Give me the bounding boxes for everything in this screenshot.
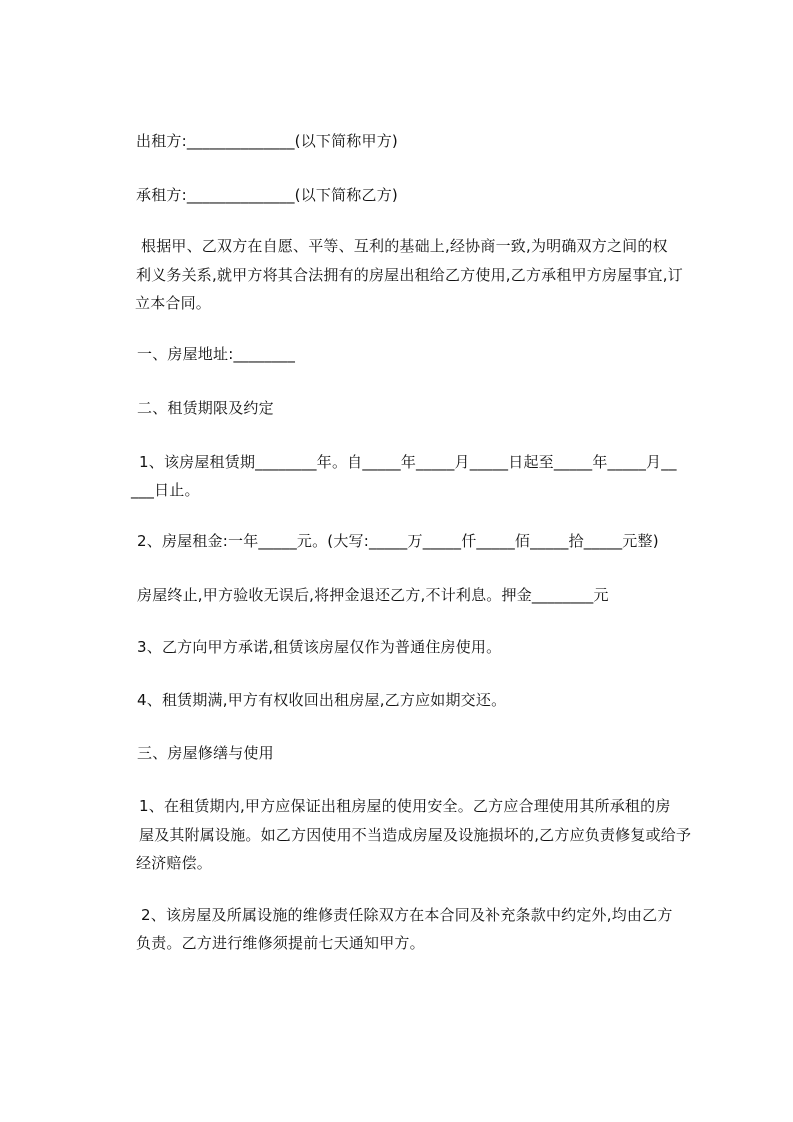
section-1-heading: 一、房屋地址:________: [137, 345, 296, 363]
clause-2-1-line-2: ___日止。: [131, 481, 200, 499]
clause-2-1-line-1: 1、该房屋租赁期________年。自_____年_____月_____日起至_____年_____月__: [139, 453, 677, 471]
section-3-heading: 三、房屋修缮与使用: [137, 744, 274, 762]
lessor-line: 出租方:______________(以下简称甲方): [136, 132, 398, 150]
preamble-line-2: 利义务关系,就甲方将其合法拥有的房屋出租给乙方使用,乙方承租甲方房屋事宜,订: [136, 266, 683, 284]
clause-3-1-line-3: 经济赔偿。: [136, 854, 213, 872]
preamble-line-3: 立本合同。: [135, 294, 212, 312]
clause-2-3: 3、乙方向甲方承诺,租赁该房屋仅作为普通住房使用。: [137, 638, 502, 656]
lessee-line: 承租方:______________(以下简称乙方): [136, 186, 398, 204]
clause-3-1-line-2: 屋及其附属设施。如乙方因使用不当造成房屋及设施损坏的,乙方应负责修复或给予: [139, 826, 692, 844]
clause-2-4: 4、租赁期满,甲方有权收回出租房屋,乙方应如期交还。: [137, 691, 507, 709]
clause-3-2-line-2: 负责。乙方进行维修须提前七天通知甲方。: [136, 934, 425, 952]
clause-3-1-line-1: 1、在租赁期内,甲方应保证出租房屋的使用安全。乙方应合理使用其所承租的房: [139, 797, 671, 815]
preamble-line-1: 根据甲、乙双方在自愿、平等、互利的基础上,经协商一致,为明确双方之间的权: [141, 237, 668, 255]
deposit-clause: 房屋终止,甲方验收无误后,将押金退还乙方,不计利息。押金________元: [137, 586, 609, 604]
clause-2-2: 2、房屋租金:一年_____元。(大写:_____万_____仟_____佰_____拾_____元整): [137, 532, 659, 550]
clause-3-2-line-1: 2、该房屋及所属设施的维修责任除双方在本合同及补充条款中约定外,均由乙方: [141, 906, 673, 924]
section-2-heading: 二、租赁期限及约定: [137, 399, 274, 417]
